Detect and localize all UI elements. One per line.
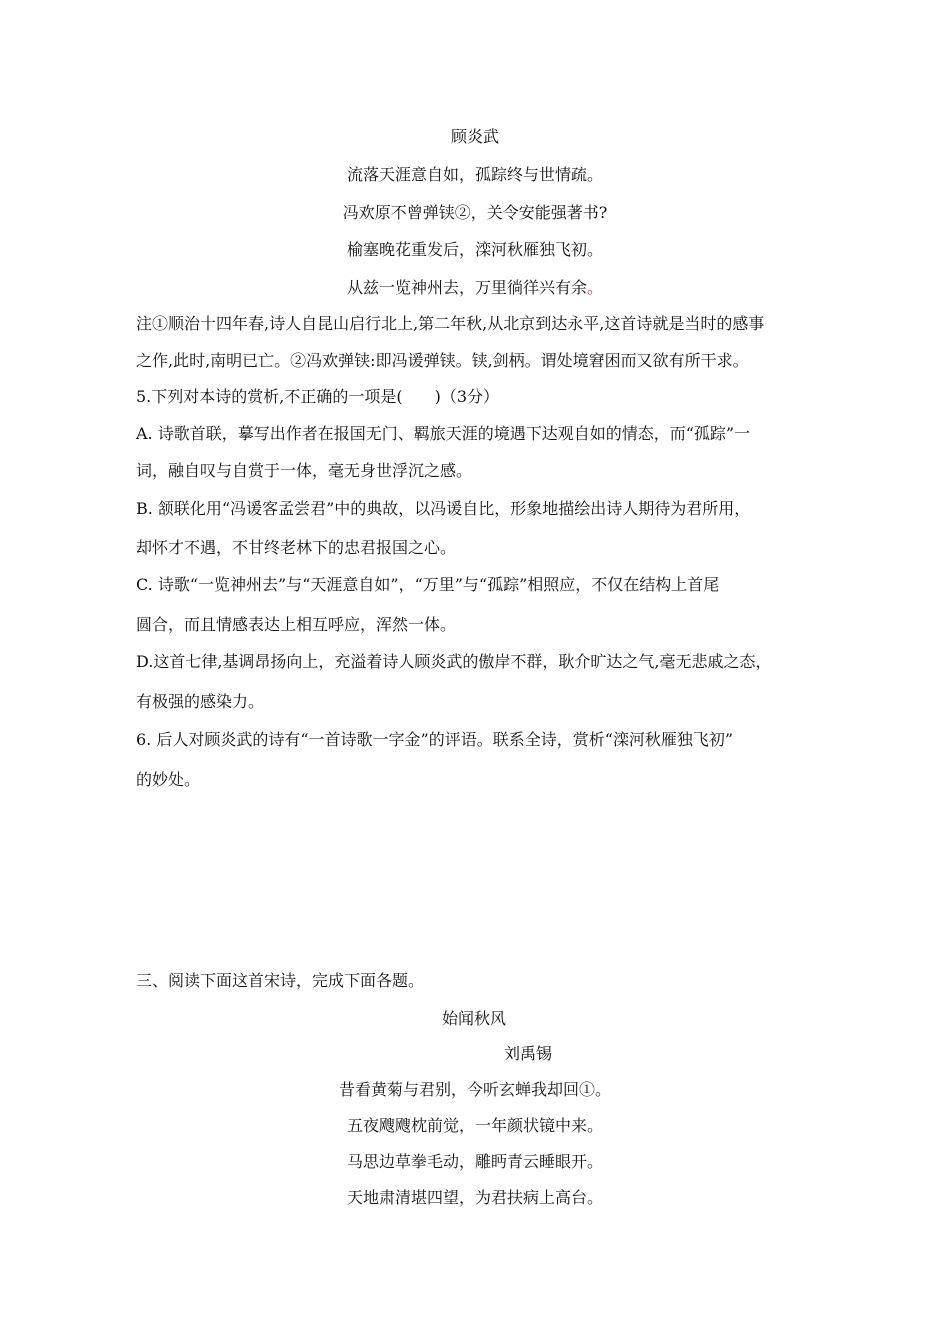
- question5-option-d-line-1: D.这首七律,基调昂扬向上，充溢着诗人顾炎武的傲岸不群，耿介旷达之气,毫无悲戚之态，: [136, 652, 772, 671]
- poem1-line-4-text: 从兹一览神州去，万里徜徉兴有余: [346, 278, 587, 297]
- question5-option-c-line-1: C. 诗歌“一览神州去”与“天涯意自如”，“万里”与“孤踪”相照应，不仅在结构上首尾: [136, 575, 720, 594]
- poem2-line-2: 五夜飕飕枕前觉，一年颜状镜中来。: [346, 1116, 603, 1135]
- poem2-author: 刘禹锡: [504, 1044, 553, 1063]
- question5-option-b-line-1: B. 颔联化用“冯谖客孟尝君”中的典故，以冯谖自比，形象地描绘出诗人期待为君所用，: [136, 499, 751, 518]
- question5-option-a-line-2: 词，融自叹与自赏于一体，毫无身世浮沉之感。: [136, 461, 473, 480]
- poem2-line-3: 马思边草拳毛动，雕眄青云睡眼开。: [346, 1152, 603, 1171]
- poem1-line-4-end-mark: 。: [587, 278, 604, 297]
- question5-option-c-line-2: 圆合，而且情感表达上相互呼应，浑然一体。: [136, 615, 457, 634]
- notes-line-1: 注①顺治十四年春,诗人自昆山启行北上,第二年秋,从北京到达永平,这首诗就是当时的感事: [136, 314, 765, 333]
- notes-line-2: 之作,此时,南明已亡。②冯欢弹铗:即冯谖弹铗。铗,剑柄。谓处境窘困而又欲有所干求。: [136, 351, 749, 370]
- section3-heading: 三、阅读下面这首宋诗，完成下面各题。: [136, 971, 425, 990]
- poem1-author: 顾炎武: [450, 127, 499, 146]
- poem1-line-4: [0, 278, 950, 298]
- poem2-line-4: 天地肃清堪四望，为君扶病上高台。: [346, 1188, 603, 1207]
- question5-option-d-line-2: 有极强的感染力。: [136, 692, 265, 711]
- poem1-line-2: 冯欢原不曾弹铗②，关令安能强著书?: [342, 203, 608, 222]
- question6-line-2: 的妙处。: [136, 770, 201, 789]
- poem1-line-1: 流落天涯意自如，孤踪终与世情疏。: [346, 165, 603, 184]
- question5-stem: 5.下列对本诗的赏析,不正确的一项是( )（3分）: [136, 387, 500, 406]
- poem2-line-1: 昔看黄菊与君别，今听玄蝉我却回①。: [338, 1080, 611, 1099]
- poem2-title: 始闻秋风: [442, 1009, 507, 1028]
- question5-option-a-line-1: A. 诗歌首联，摹写出作者在报国无门、羁旅天涯的境遇下达观自如的情态，而“孤踪”一: [136, 424, 751, 443]
- poem1-line-3: 榆塞晚花重发后，滦河秋雁独飞初。: [346, 240, 603, 259]
- question5-option-b-line-2: 却怀才不遇，不甘终老林下的忠君报国之心。: [136, 538, 457, 557]
- question6-line-1: 6. 后人对顾炎武的诗有“一首诗歌一字金”的评语。联系全诗，赏析“滦河秋雁独飞初”: [136, 730, 734, 749]
